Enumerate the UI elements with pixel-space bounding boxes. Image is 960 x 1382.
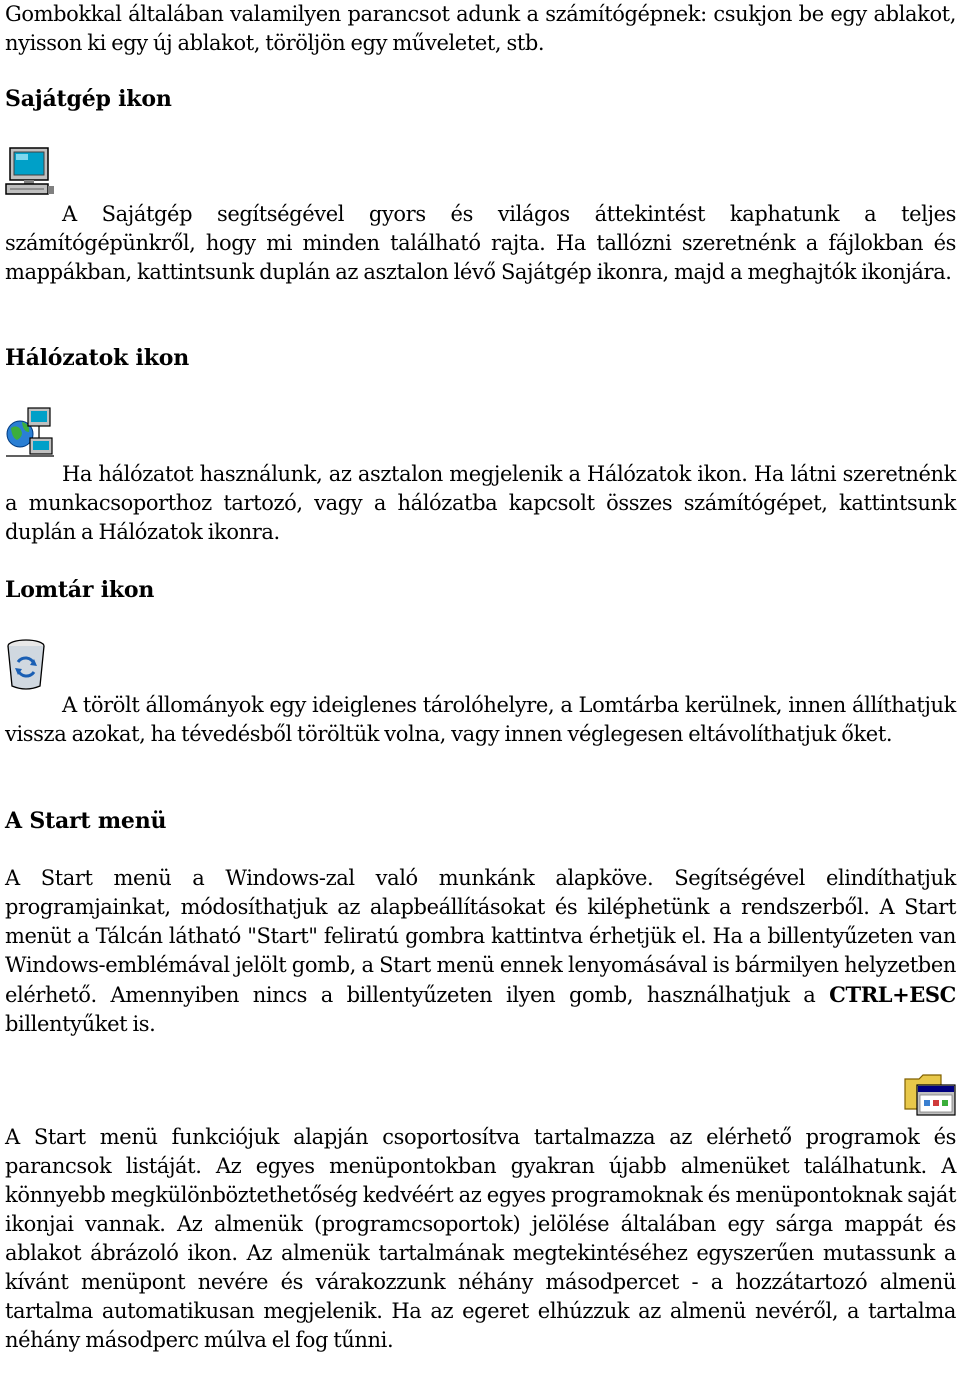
heading-start-menu: A Start menü: [5, 808, 167, 834]
my-computer-icon: [4, 146, 56, 198]
network-neighborhood-icon: [4, 406, 56, 458]
heading-recycle-bin: Lomtár ikon: [5, 577, 155, 603]
network-paragraph: Ha hálózatot használunk, az asztalon megjelenik a Hálózatok ikon. Ha látni szeretnénk a munkacsoporthoz tartozó, vagy a hálózatba kapcsolt összes számítógépet, kattintsunk duplán a Hálózatok ikonra.: [5, 462, 956, 544]
program-group-icon: [903, 1069, 957, 1119]
start-menu-text-part1: A Start menü a Windows-zal való munkánk alapköve. Segítségével elindíthatjuk programjainkat, módosíthatjuk az alapbeállításokat és kiléphetünk a rendszerből. A Start menüt a Tálcán látható "Start" feliratú gombra kattintva érhetjük el. Ha a billentyűzeten van Windows-emblémával jelölt gomb, a Start menü ennek lenyomásával is bármilyen helyzetben elérhető. Amennyiben nincs a billentyűzeten ilyen gomb, használhatjuk a: [5, 866, 956, 1007]
heading-my-computer: Sajátgép ikon: [5, 86, 172, 112]
heading-network: Hálózatok ikon: [5, 345, 190, 371]
start-menu-paragraph-2: A Start menü funkciójuk alapján csoportosítva tartalmazza az elérhető programok és parancsok listáját. Az egyes menüpontokban gyakran újabb almenüket találhatunk. A könnyebb megkülönböztethetőség kedvéért az egyes programoknak és menüpontoknak saját ikonjai vannak. Az almenük (programcsoportok) jelölése általában egy sárga mappát és ablakot ábrázoló ikon. Az almenük tartalmának megtekintéséhez egyszerűen mutassunk a kívánt menüpont nevére és várakozzunk néhány másodpercet - a hozzátartozó almenü tartalma automatikusan megjelenik. Ha az egeret elhúzzuk az almenü nevéről, a tartalma néhány másodperc múlva el fog tűnni.: [5, 1125, 956, 1352]
recycle-bin-paragraph: A törölt állományok egy ideiglenes tárolóhelyre, a Lomtárba kerülnek, innen állíthatjuk vissza azokat, ha tévedésből töröltük volna, vagy innen véglegesen eltávolíthatjuk őket.: [5, 693, 956, 746]
start-menu-text-part2: billentyűket is.: [5, 1012, 156, 1036]
key-combo: CTRL+ESC: [829, 982, 956, 1007]
start-menu-paragraph: [5, 864, 956, 1039]
recycle-bin-icon: [4, 638, 50, 692]
my-computer-paragraph: A Sajátgép segítségével gyors és világos áttekintést kaphatunk a teljes számítógépünkről, hogy mi minden található rajta. Ha tallózni szeretnénk a fájlokban és mappákban, kattintsunk duplán az asztalon lévő Sajátgép ikonra, majd a meghajtók ikonjára.: [5, 202, 956, 284]
intro-paragraph: Gombokkal általában valamilyen parancsot adunk a számítógépnek: csukjon be egy ablakot, nyisson ki egy új ablakot, töröljön egy műveletet, stb.: [5, 2, 956, 55]
